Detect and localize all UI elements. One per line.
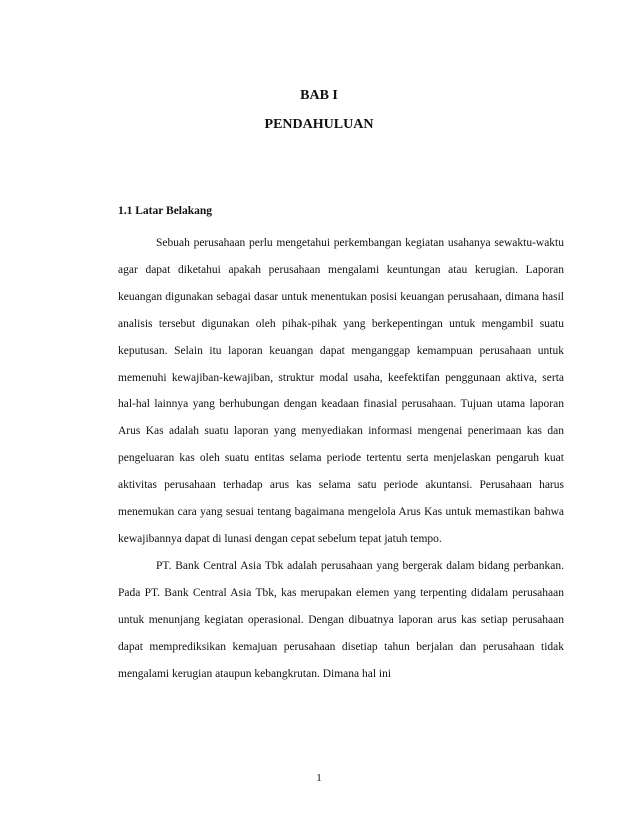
paragraph: PT. Bank Central Asia Tbk adalah perusahaan yang bergerak dalam bidang perbankan. Pada PT. Bank Central Asia Tbk, kas merupakan elemen yang terpenting didalam perusahaan untuk menunjang kegiatan operasional. Dengan dibuatnya laporan arus kas setiap perusahaan dapat memprediksikan kemajuan perusahaan disetiap tahun berjalan dan perusahaan tidak mengalami kerugian ataupun kebangkrutan. Dimana hal ini bbox=[118, 559, 564, 680]
chapter-number: BAB I bbox=[300, 88, 338, 103]
paragraph: Sebuah perusahaan perlu mengetahui perkembangan kegiatan usahanya sewaktu-waktu agar dapat diketahui apakah perusahaan mengalami keuntungan atau kerugian. Laporan keuangan digunakan sebagai dasar untuk menentukan posisi keuangan perusahaan, dimana hasil analisis tersebut digunakan oleh pihak-pihak yang berkepentingan untuk mengambil suatu keputusan. Selain itu laporan keuangan dapat menganggap kemampuan perusahaan untuk memenuhi kewajiban-kewajiban, struktur modal usaha, keefektifan penggunaan aktiva, serta hal-hal lainnya yang berhubungan dengan keadaan finasial perusahaan. Tujuan utama laporan Arus Kas adalah suatu laporan yang menyediakan informasi mengenai penerimaan kas dan pengeluaran kas oleh suatu entitas selama periode tertentu serta menjelaskan pengaruh kuat aktivitas perusahaan terhadap arus kas selama satu periode akuntansi. Perusahaan harus menemukan cara yang sesuai tentang bagaimana mengelola Arus Kas untuk memastikan bahwa kewajibannya dapat di lunasi dengan cepat sebelum tepat jatuh tempo. bbox=[118, 237, 564, 545]
section-heading: 1.1 Latar Belakang bbox=[118, 205, 213, 217]
body-text bbox=[118, 230, 564, 687]
chapter-title: PENDAHULUAN bbox=[264, 117, 374, 132]
page-number: 1 bbox=[316, 772, 322, 784]
